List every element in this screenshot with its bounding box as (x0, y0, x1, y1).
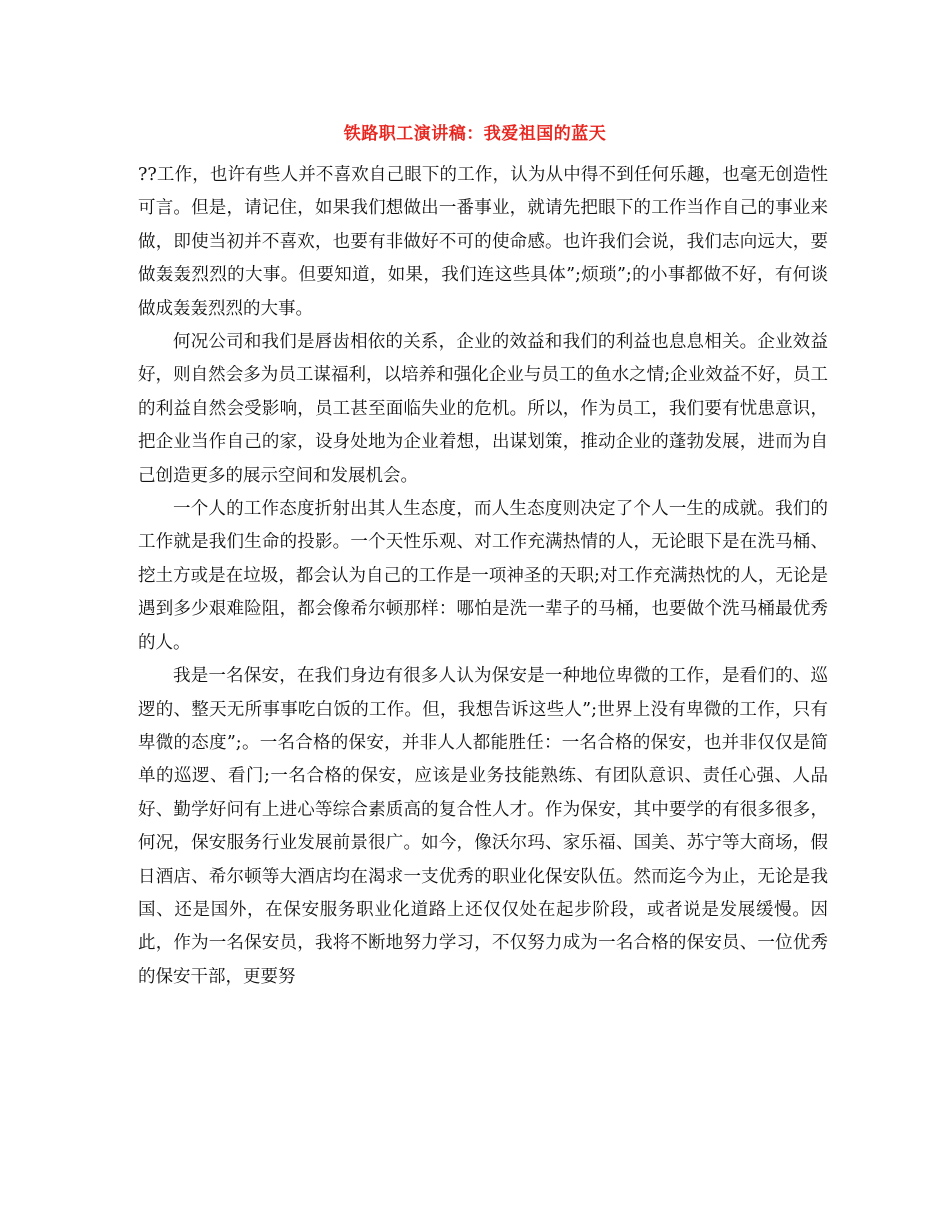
paragraph-3: 一个人的工作态度折射出其人生态度，而人生态度则决定了个人一生的成就。我们的工作就是我们生命的投影。一个天性乐观、对工作充满热情的人，无论眼下是在洗马桶、挖土方或是在垃圾，都会认为自己的工作是一项神圣的天职;对工作充满热忱的人，无论是遇到多少艰难险阻，都会像希尔顿那样：哪怕是洗一辈子的马桶，也要做个洗马桶最优秀的人。 (138, 499, 828, 653)
document-body (138, 159, 828, 994)
paragraph-4: 我是一名保安，在我们身边有很多人认为保安是一种地位卑微的工作，是看们的、巡逻的、整天无所事事吃白饭的工作。但，我想告诉这些人”;世界上没有卑微的工作，只有卑微的态度”;。一名合格的保安，并非人人都能胜任：一名合格的保安，也并非仅仅是简单的巡逻、看门;一名合格的保安，应该是业务技能熟练、有团队意识、责任心强、人品好、勤学好问有上进心等综合素质高的复合性人才。作为保安，其中要学的有很多很多，何况，保安服务行业发展前景很广。如今，像沃尔玛、家乐福、国美、苏宁等大商场，假日酒店、希尔顿等大酒店均在渴求一支优秀的职业化保安队伍。然而迄今为止，无论是我国、还是国外，在保安服务职业化道路上还仅仅处在起步阶段，或者说是发展缓慢。因此，作为一名保安员，我将不断地努力学习，不仅努力成为一名合格的保安员、一位优秀的保安干部，更要努 (138, 666, 828, 987)
paragraph-1: ??工作，也许有些人并不喜欢自己眼下的工作，认为从中得不到任何乐趣，也毫无创造性可言。但是，请记住，如果我们想做出一番事业，就请先把眼下的工作当作自己的事业来做，即使当初并不喜欢，也要有非做好不可的使命感。也许我们会说，我们志向远大，要做轰轰烈烈的大事。但要知道，如果，我们连这些具体”;烦琐”;的小事都做不好，有何谈做成轰轰烈烈的大事。 (138, 165, 828, 319)
paragraph-2: 何况公司和我们是唇齿相依的关系，企业的效益和我们的利益也息息相关。企业效益好，则自然会多为员工谋福利，以培养和强化企业与员工的鱼水之情;企业效益不好，员工的利益自然会受影响，员工甚至面临失业的危机。所以，作为员工，我们要有忧患意识，把企业当作自己的家，设身处地为企业着想，出谋划策，推动企业的蓬勃发展，进而为自己创造更多的展示空间和发展机会。 (138, 332, 828, 486)
document-title: 铁路职工演讲稿：我爱祖国的蓝天 (343, 124, 607, 144)
